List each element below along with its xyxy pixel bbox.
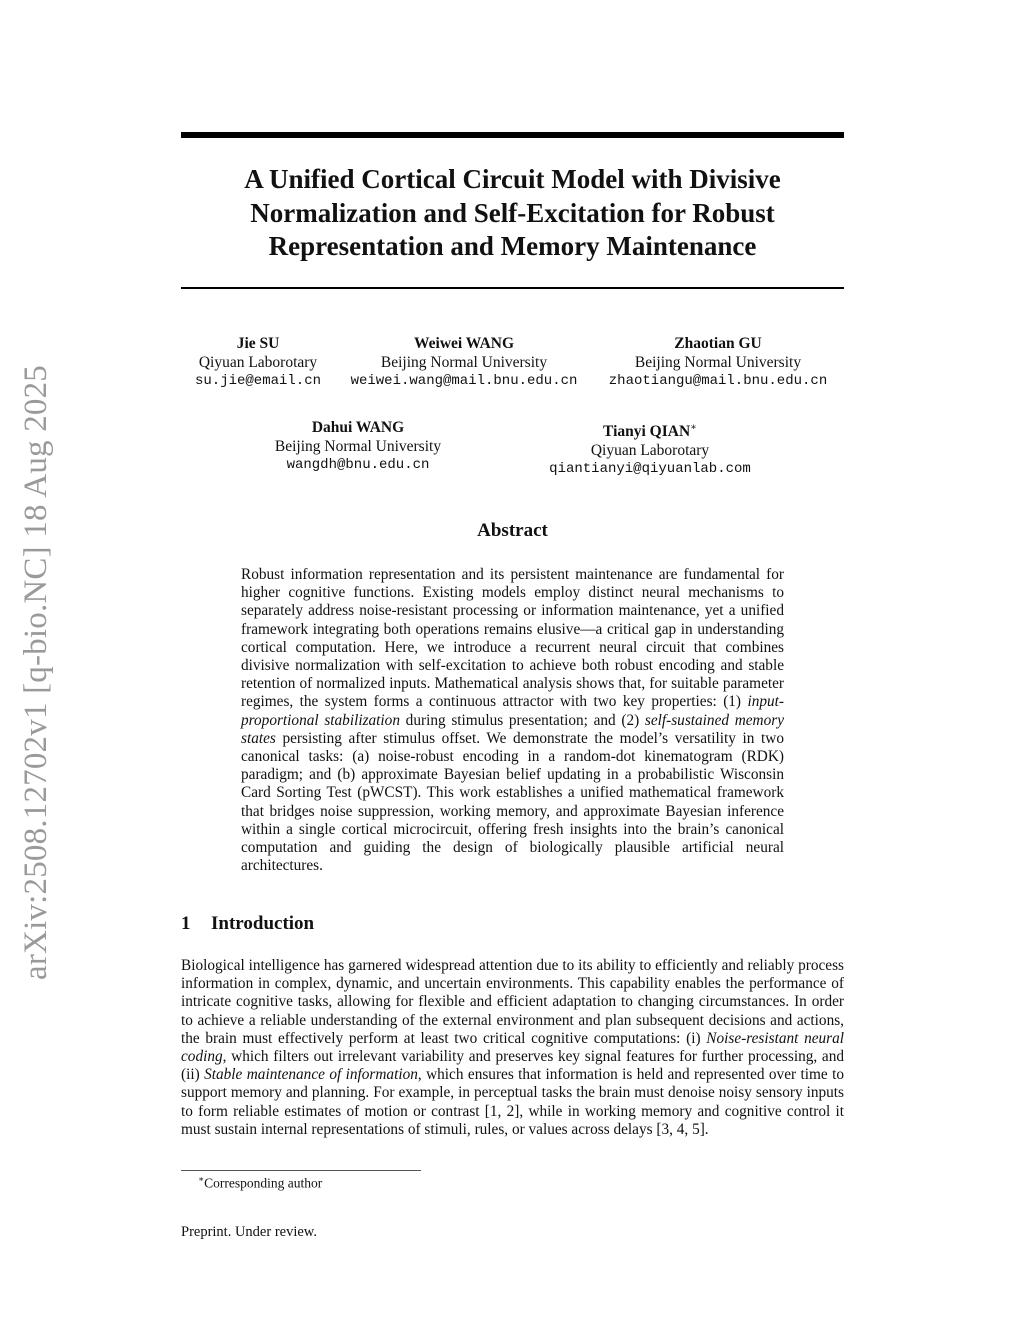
title-line-2: Normalization and Self-Excitation for Robust <box>250 197 775 228</box>
preprint-note: Preprint. Under review. <box>181 1224 317 1240</box>
footnote-text: Corresponding author <box>204 1175 323 1191</box>
footnote-mark: ∗ <box>198 1174 205 1184</box>
section-number: 1 <box>181 913 191 934</box>
author-name: Jie SU <box>236 335 280 352</box>
abstract-emphasis: input-proportional stabilization <box>241 693 784 729</box>
author-affiliation: Beijing Normal University <box>634 354 802 371</box>
author-block <box>262 418 454 475</box>
abstract-heading: Abstract <box>477 520 548 541</box>
author-name: Dahui WANG <box>311 419 405 436</box>
paper-title <box>181 163 844 264</box>
author-name: Zhaotian GU <box>674 335 762 352</box>
section-title: Introduction <box>211 913 315 934</box>
title-top-rule <box>181 132 844 138</box>
introduction-paragraph: Biological intelligence has garnered widespread attention due to its ability to efficiently and reliably process information in complex, dynamic, and uncertain environments. This capability enables the performance of intricate cognitive tasks, allowing for flexible and efficient adaptation to changing circumstances. In order to achieve a reliable understanding of the external environment and plan subsequent decisions and actions, the brain must effectively perform at least two critical cognitive computations: (i) Noise-resistant neural coding, which filters out irrelevant variability and preserves key signal features for further processing, and (ii) Stable maintenance of information, which ensures that information is held and represented over time to support memory and planning. For example, in perceptual tasks the brain must denoise noisy sensory inputs to form reliable estimates of motion or contrast [1, 2], while in working memory and cognitive control it must sustain internal representations of stimuli, rules, or values across delays [3, 4, 5]. <box>181 957 845 1138</box>
author-name: Tianyi QIAN∗ <box>603 422 697 441</box>
footnote <box>198 1174 322 1192</box>
author-affiliation: Qiyuan Laborotary <box>590 442 710 460</box>
author-affiliation: Beijing Normal University <box>274 438 442 455</box>
author-block <box>344 334 584 391</box>
author-affiliation: Qiyuan Laborotary <box>198 354 318 371</box>
author-block <box>193 334 323 391</box>
author-block <box>540 418 760 479</box>
footnote-marker: ∗ <box>690 422 697 433</box>
abstract-text: Robust information representation and its persistent maintenance are fundamental for higher cognitive functions. Existing models employ distinct neural mechanisms to separately address noise-resistant processing or information maintenance, yet a unified framework integrating both operations remains elusive—a critical gap in understanding cortical computation. Here, we introduce a recurrent neural circuit that combines divisive normalization with self-excitation to achieve both robust encoding and stable retention of normalized inputs. Mathematical analysis shows that, for suitable parameter regimes, the system forms a continuous attractor with two key properties: (1) input-proportional stabilization during stimulus presentation; and (2) self-sustained memory states persisting after stimulus offset. We demonstrate the model’s versatility in two canonical tasks: (a) noise-robust encoding in a random-dot kinematogram (RDK) paradigm; and (b) approximate Bayesian belief updating in a probabilistic Wisconsin Card Sorting Test (pWCST). This work establishes a unified mathematical framework that bridges noise suppression, working memory, and approximate Bayesian inference within a single cortical microcircuit, offering fresh insights into the brain’s canonical computation and guiding the design of biologically plausible artificial neural architectures. <box>241 566 784 875</box>
title-line-1: A Unified Cortical Circuit Model with Divisive <box>244 164 781 194</box>
author-email: zhaotiangu@mail.bnu.edu.cn <box>608 373 828 389</box>
author-email: su.jie@email.cn <box>194 373 322 389</box>
intro-emphasis: Stable maintenance of information <box>204 1066 418 1084</box>
footnote-rule <box>181 1170 421 1171</box>
author-email: wangdh@bnu.edu.cn <box>286 457 430 473</box>
author-affiliation: Beijing Normal University <box>380 354 548 371</box>
intro-emphasis: Noise-resistant neural coding <box>181 1029 845 1066</box>
author-email: qiantianyi@qiyuanlab.com <box>549 461 751 478</box>
title-bottom-rule <box>181 287 844 289</box>
arxiv-stamp: arXiv:2508.12702v1 [q-bio.NC] 18 Aug 2025 <box>18 365 54 980</box>
author-block <box>602 334 834 391</box>
abstract-emphasis: self-sustained memory states <box>241 711 784 747</box>
author-email: weiwei.wang@mail.bnu.edu.cn <box>350 373 578 389</box>
section-heading-introduction <box>181 913 314 935</box>
author-name: Weiwei WANG <box>413 335 515 352</box>
title-line-3: Representation and Memory Maintenance <box>268 231 757 261</box>
